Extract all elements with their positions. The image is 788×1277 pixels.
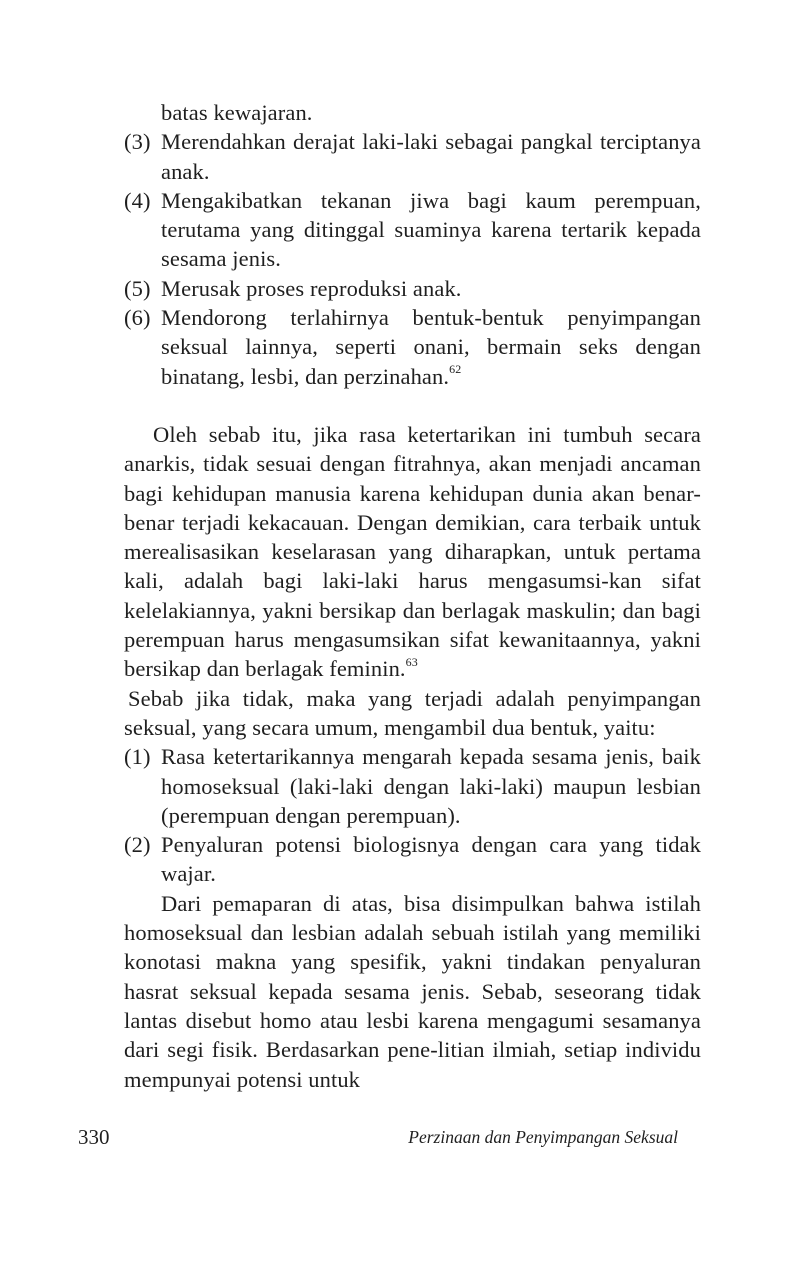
list-item-3 <box>124 127 701 186</box>
list-item-text: Mendorong terlahirnya bentuk-bentuk penyimpangan seksual lainnya, seperti onani, bermain seks dengan binatang, lesbi, dan perzinahan. <box>161 305 701 389</box>
list-item-number: (5) <box>124 275 151 301</box>
paragraph-2: Sebab jika tidak, maka yang terjadi adalah penyimpangan seksual, yang secara umum, mengambil dua bentuk, yaitu: <box>124 685 701 740</box>
page-footer <box>78 1125 678 1155</box>
list-item-number: (2) <box>124 832 151 858</box>
paragraph-1-text: Oleh sebab itu, jika rasa ketertarikan ini tumbuh secara anarkis, tidak sesuai dengan fitrahnya, akan menjadi ancaman bagi kehidupan manusia karena kehidupan dunia akan benar-benar terjadi kekacauan. Dengan demikian, cara terbaik untuk merealisasikan keselarasan yang diharapkan, untuk pertama kali, adalah bagi laki-laki harus mengasumsi-kan sifat kelelakiannya, yakni bersikap dan berlagak maskulin; dan bagi perempuan harus mengasumsikan sifat kewanitaannya, yakni bersikap dan berlagak feminin. <box>124 421 701 682</box>
paragraph-gap <box>124 391 701 420</box>
footnote-marker-62[interactable]: 62 <box>449 362 462 377</box>
running-title: Perzinaan dan Penyimpangan Seksual <box>408 1127 678 1147</box>
list-item-5 <box>124 274 701 303</box>
list-item-number: (3) <box>124 129 151 155</box>
paragraph-1 <box>124 420 701 684</box>
list-item-2 <box>124 830 701 889</box>
list-item-text: Merusak proses reproduksi anak. <box>161 275 462 301</box>
list-item-number: (1) <box>124 744 151 770</box>
page-number: 330 <box>78 1125 110 1149</box>
page-body <box>124 98 701 1094</box>
list-item-6 <box>124 303 701 391</box>
list-item-number: (6) <box>124 305 151 331</box>
list-item-text: Rasa ketertarikannya mengarah kepada sesama jenis, baik homoseksual (laki-laki dengan laki-laki) maupun lesbian (perempuan dengan perempuan). <box>161 744 701 828</box>
paragraph-3: Dari pemaparan di atas, bisa disimpulkan bahwa istilah homoseksual dan lesbian adalah sebuah istilah yang memiliki konotasi makna yang spesifik, yakni tindakan penyaluran hasrat seksual kepada sesama jenis. Sebab, seseorang tidak lantas disebut homo atau lesbi karena mengagumi sesamanya dari segi fisik. Berdasarkan pene-litian ilmiah, setiap individu mempunyai potensi untuk <box>124 890 701 1092</box>
list-item-text: Penyaluran potensi biologisnya dengan cara yang tidak wajar. <box>161 832 701 887</box>
list-item-number: (4) <box>124 187 151 213</box>
list-item-4 <box>124 186 701 274</box>
list-item-text: Mengakibatkan tekanan jiwa bagi kaum perempuan, terutama yang ditinggal suaminya karena tertarik kepada sesama jenis. <box>161 187 701 272</box>
footnote-marker-63[interactable]: 63 <box>405 654 418 669</box>
list-item-text: Merendahkan derajat laki-laki sebagai pangkal terciptanya anak. <box>161 129 701 184</box>
list-carry-over-text: batas kewajaran. <box>161 100 313 125</box>
list-item-1 <box>124 742 701 830</box>
